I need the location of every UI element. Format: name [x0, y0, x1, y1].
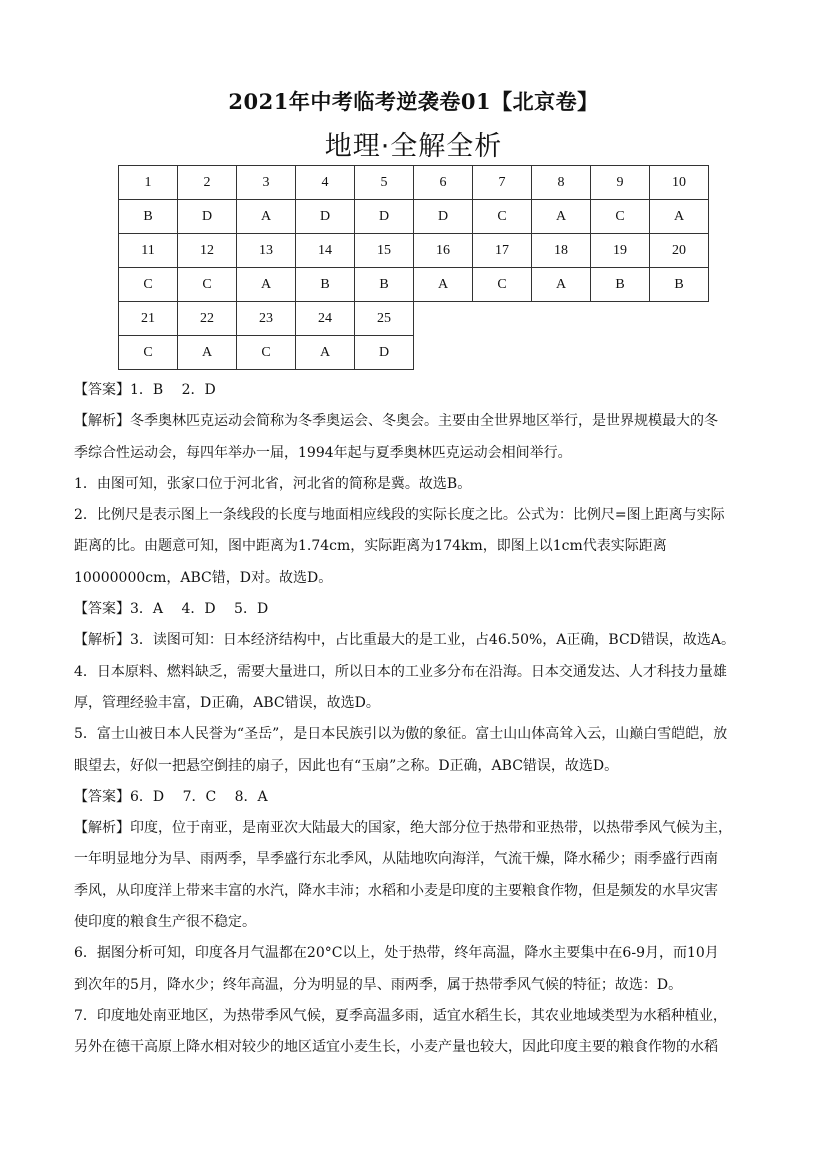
answer-cell: A: [237, 200, 296, 234]
text-line: 一年明显地分为旱、雨两季，旱季盛行东北季风，从陆地吹向海洋，气流干燥，降水稀少；雨季盛行西南: [74, 851, 718, 868]
question-number-row: [119, 166, 709, 200]
text-line: 5．富士山被日本人民誉为“圣岳”，是日本民族引以为傲的象征。富士山山体高耸入云，山巅白雪皑皑，放: [74, 726, 728, 743]
question-number-cell: 2: [178, 166, 237, 200]
question-number-cell: 9: [591, 166, 650, 200]
answer-cell: B: [119, 200, 178, 234]
text-line: 眼望去，好似一把悬空倒挂的扇子，因此也有“玉扇”之称。D正确，ABC错误，故选D。: [74, 757, 619, 774]
empty-cell: [473, 336, 532, 370]
answer-cell: C: [119, 268, 178, 302]
text-line: 1．由图可知，张家口位于河北省，河北省的简称是冀。故选B。: [74, 475, 472, 492]
question-number-cell: 4: [296, 166, 355, 200]
text-line: 【答案】3．A 4．D 5．D: [74, 601, 269, 618]
empty-cell: [414, 302, 473, 336]
empty-cell: [414, 336, 473, 370]
text-line: 7．印度地处南亚地区，为热带季风气候，夏季高温多雨，适宜水稻生长，其农业地域类型为水稻种植业，: [74, 1007, 727, 1024]
question-number-cell: 16: [414, 234, 473, 268]
question-number-cell: 18: [532, 234, 591, 268]
question-number-cell: 22: [178, 302, 237, 336]
text-line: 季综合性运动会，每四年举办一届，1994年起与夏季奥林匹克运动会相间举行。: [74, 444, 572, 461]
question-number-cell: 19: [591, 234, 650, 268]
answer-cell: C: [473, 268, 532, 302]
text-line: 另外在德干高原上降水相对较少的地区适宜小麦生长，小麦产量也较大，因此印度主要的粮食作物的水稻: [74, 1039, 718, 1056]
answer-table: [118, 165, 709, 370]
question-number-cell: 14: [296, 234, 355, 268]
question-number-cell: 15: [355, 234, 414, 268]
page-title: 2021年中考临考逆袭卷01【北京卷】: [228, 89, 599, 114]
answer-cell: A: [650, 200, 709, 234]
empty-cell: [532, 302, 591, 336]
answer-cell: A: [532, 200, 591, 234]
text-line: 10000000cm，ABC错，D对。故选D。: [74, 569, 333, 586]
question-number-cell: 7: [473, 166, 532, 200]
answer-cell: B: [650, 268, 709, 302]
question-number-cell: 12: [178, 234, 237, 268]
answer-cell: D: [414, 200, 473, 234]
empty-cell: [532, 336, 591, 370]
text-line: 【解析】3．读图可知：日本经济结构中，占比重最大的是工业，占46.50%，A正确，BCD错误，故选A。: [74, 632, 735, 649]
answer-cell: A: [414, 268, 473, 302]
answer-cell: B: [591, 268, 650, 302]
empty-cell: [591, 302, 650, 336]
empty-cell: [591, 336, 650, 370]
answer-cell: C: [473, 200, 532, 234]
text-line: 【答案】6．D 7．C 8．A: [74, 788, 268, 805]
answer-cell: B: [296, 268, 355, 302]
text-line: 【解析】印度，位于南亚，是南亚次大陆最大的国家，绝大部分位于热带和亚热带，以热带季风气候为主，: [74, 820, 732, 837]
answer-cell: A: [296, 336, 355, 370]
answer-row: [119, 336, 709, 370]
page-subtitle: 地理·全解全析: [324, 131, 503, 162]
question-number-cell: 20: [650, 234, 709, 268]
question-number-row: [119, 302, 709, 336]
question-number-cell: 10: [650, 166, 709, 200]
empty-cell: [650, 336, 709, 370]
question-number-cell: 17: [473, 234, 532, 268]
question-number-cell: 11: [119, 234, 178, 268]
text-line: 到次年的5月，降水少；终年高温，分为明显的旱、雨两季，属于热带季风气候的特征；故选：D。: [74, 976, 683, 993]
question-number-cell: 1: [119, 166, 178, 200]
question-number-cell: 21: [119, 302, 178, 336]
answer-cell: A: [532, 268, 591, 302]
answer-row: [119, 268, 709, 302]
answer-cell: D: [178, 200, 237, 234]
answer-cell: A: [237, 268, 296, 302]
text-line: 【答案】1．B 2．D: [74, 382, 216, 398]
answer-cell: C: [119, 336, 178, 370]
question-number-cell: 25: [355, 302, 414, 336]
text-line: 【解析】冬季奥林匹克运动会简称为冬季奥运会、冬奥会。主要由全世界地区举行，是世界规模最大的冬: [74, 413, 718, 430]
answer-cell: C: [591, 200, 650, 234]
answer-cell: D: [296, 200, 355, 234]
text-line: 2．比例尺是表示图上一条线段的长度与地面相应线段的实际长度之比。公式为：比例尺=图上距离与实际: [74, 507, 725, 524]
question-number-cell: 23: [237, 302, 296, 336]
question-number-cell: 13: [237, 234, 296, 268]
explanation-text: [74, 375, 764, 1064]
answer-cell: A: [178, 336, 237, 370]
answer-row: [119, 200, 709, 234]
empty-cell: [473, 302, 532, 336]
answer-cell: D: [355, 336, 414, 370]
question-number-cell: 24: [296, 302, 355, 336]
text-line: 6．据图分析可知，印度各月气温都在20°C以上，处于热带，终年高温，降水主要集中在6-9月，而10月: [74, 945, 719, 962]
answer-cell: D: [355, 200, 414, 234]
empty-cell: [650, 302, 709, 336]
question-number-cell: 5: [355, 166, 414, 200]
text-line: 季风，从印度洋上带来丰富的水汽，降水丰沛；水稻和小麦是印度的主要粮食作物，但是频发的水旱灾害: [74, 882, 718, 899]
text-line: 4．日本原料、燃料缺乏，需要大量进口，所以日本的工业多分布在沿海。日本交通发达、人才科技力量雄: [74, 663, 727, 680]
answer-cell: B: [355, 268, 414, 302]
text-line: 距离的比。由题意可知，图中距离为1.74cm，实际距离为174km，即图上以1cm代表实际距离: [74, 538, 667, 555]
question-number-cell: 3: [237, 166, 296, 200]
text-line: 厚，管理经验丰富，D正确，ABC错误，故选D。: [74, 694, 380, 711]
answer-cell: C: [178, 268, 237, 302]
question-number-row: [119, 234, 709, 268]
answer-cell: C: [237, 336, 296, 370]
question-number-cell: 6: [414, 166, 473, 200]
text-line: 使印度的粮食生产很不稳定。: [74, 914, 256, 931]
question-number-cell: 8: [532, 166, 591, 200]
